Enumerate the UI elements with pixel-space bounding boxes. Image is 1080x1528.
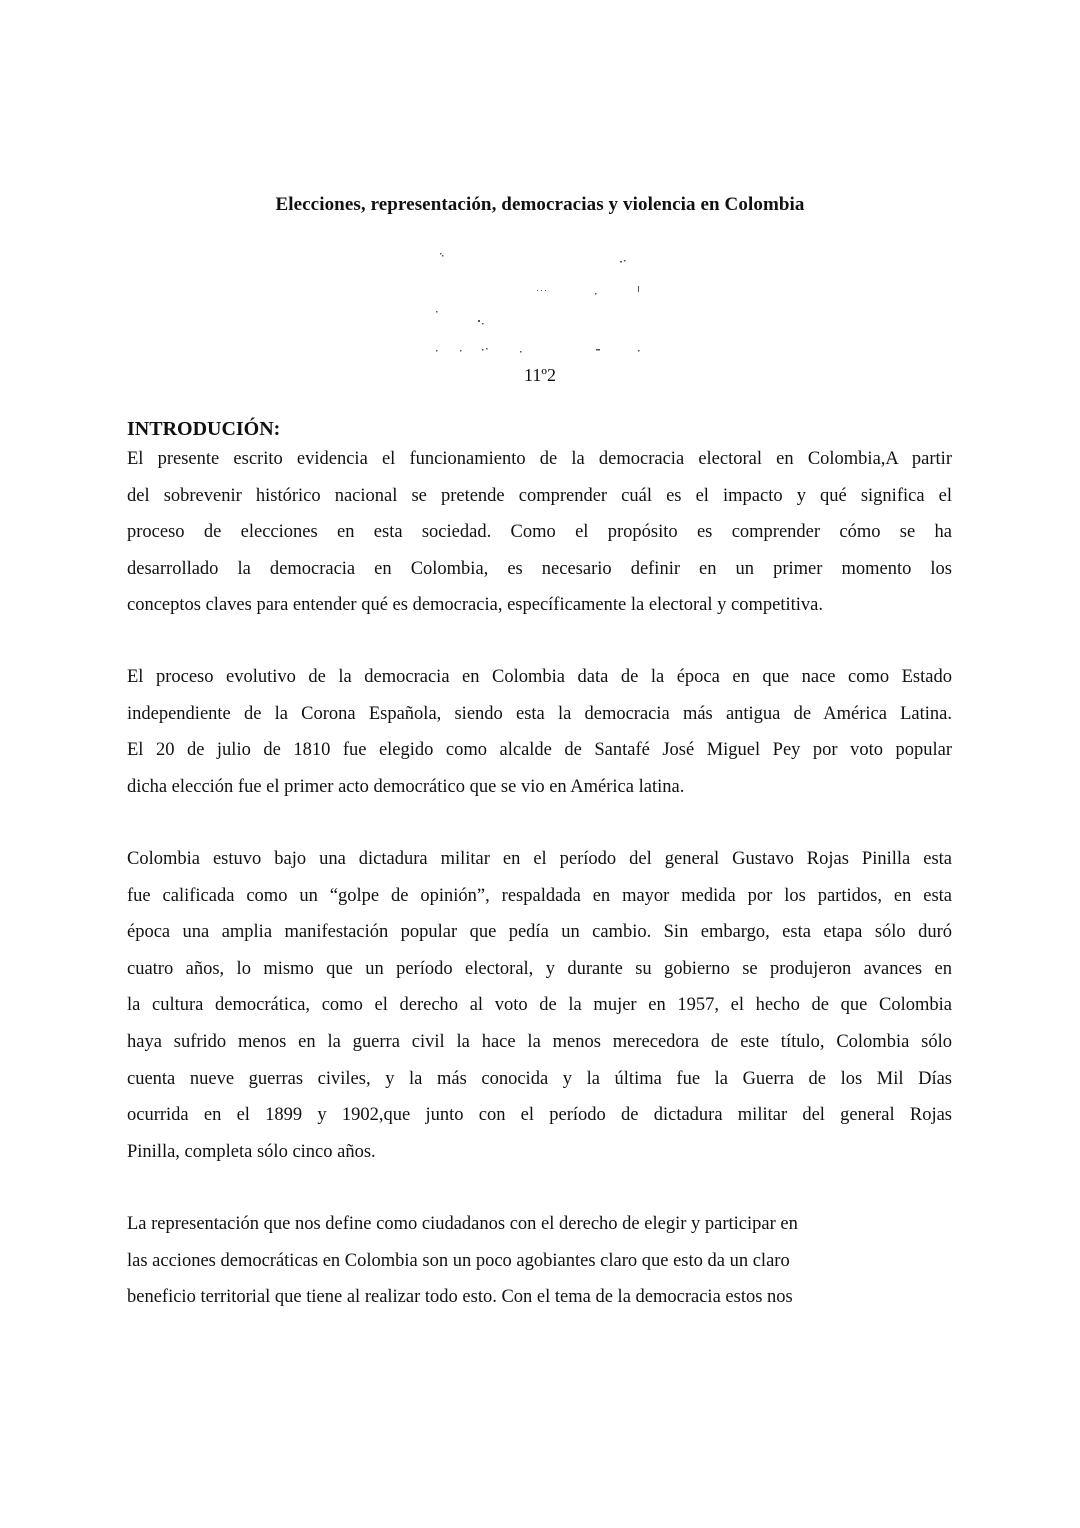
paragraph-representation <box>127 1206 798 1316</box>
paragraph-line: las acciones democráticas en Colombia son un poco agobiantes claro que esto da un claro <box>127 1250 790 1271</box>
paragraph-line: El presente escrito evidencia el funcionamiento de la democracia electoral en Colombia,A partir <box>127 449 952 469</box>
paragraph-line: fue calificada como un “golpe de opinión”, respaldada en mayor medida por los partidos, en esta <box>127 885 952 906</box>
paragraph-line: ocurrida en el 1899 y 1902,que junto con el período de dictadura militar del general Rojas <box>127 1105 952 1126</box>
paragraph-line: haya sufrido menos en la guerra civil la hace la menos merecedora de este título, Colombia sólo <box>127 1031 952 1052</box>
paragraph-line: del sobrevenir histórico nacional se pretende comprender cuál es el impacto y qué significa el <box>127 485 952 506</box>
paragraph-line: La representación que nos define como ciudadanos con el derecho de elegir y participar en <box>127 1214 798 1234</box>
section-heading: INTRODUCIÓN: <box>127 418 281 440</box>
page-mark: 11º2 <box>524 365 556 385</box>
paragraph-line: cuatro años, lo mismo que un período electoral, y durante su gobierno se produjeron avances en <box>127 958 952 979</box>
paragraph-evolution <box>127 659 952 805</box>
paragraph-line: desarrollado la democracia en Colombia, es necesario definir en un primer momento los <box>127 558 952 579</box>
paragraph-line: Pinilla, completa sólo cinco años. <box>127 1141 376 1162</box>
scan-artifacts <box>420 245 660 365</box>
paragraph-line: beneficio territorial que tiene al realizar todo esto. Con el tema de la democracia estos nos <box>127 1287 793 1308</box>
paragraph-line: cuenta nueve guerras civiles, y la más conocida y la última fue la Guerra de los Mil Días <box>127 1068 952 1089</box>
paragraph-dictatorship <box>127 841 952 1170</box>
paragraph-line: independiente de la Corona Española, siendo esta la democracia más antigua de América Latina. <box>127 703 952 724</box>
paragraph-line: Colombia estuvo bajo una dictadura militar en el período del general Gustavo Rojas Pinilla esta <box>127 849 952 869</box>
paragraph-line: la cultura democrática, como el derecho al voto de la mujer en 1957, el hecho de que Colombia <box>127 995 952 1016</box>
paragraph-line: El proceso evolutivo de la democracia en Colombia data de la época en que nace como Estado <box>127 667 952 687</box>
paragraph-line: proceso de elecciones en esta sociedad. Como el propósito es comprender cómo se ha <box>127 522 952 543</box>
paragraph-line: época una amplia manifestación popular que pedía un cambio. Sin embargo, esta etapa sólo duró <box>127 922 952 943</box>
paragraph-line: dicha elección fue el primer acto democrático que se vio en América latina. <box>127 776 685 797</box>
paragraph-introduction <box>127 441 952 624</box>
paragraph-line: conceptos claves para entender qué es democracia, específicamente la electoral y competitiva. <box>127 595 823 616</box>
document-title: Elecciones, representación, democracias y violencia en Colombia <box>275 194 805 215</box>
paragraph-line: El 20 de julio de 1810 fue elegido como alcalde de Santafé José Miguel Pey por voto popular <box>127 740 952 761</box>
